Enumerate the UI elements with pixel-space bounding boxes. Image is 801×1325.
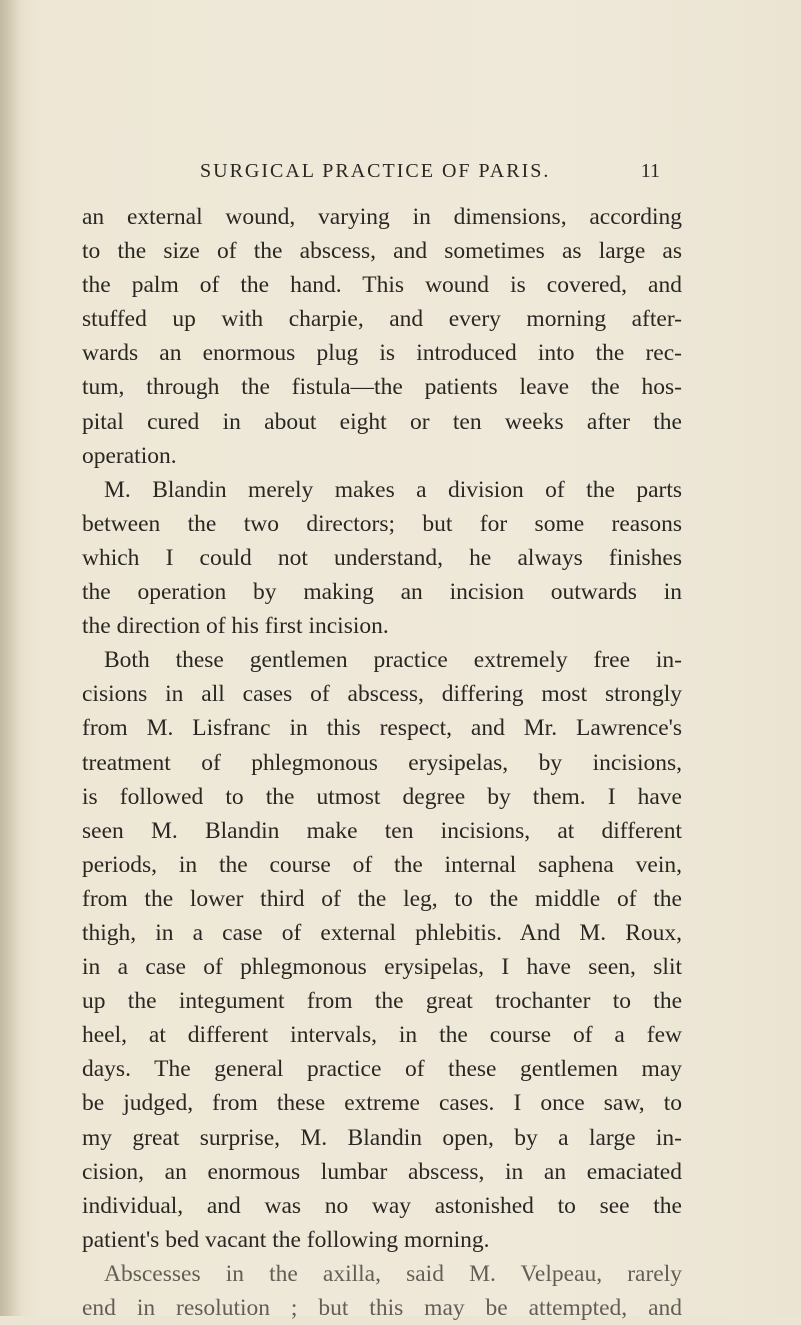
- page-number: 11: [640, 160, 660, 182]
- text-line: cisions in all cases of abscess, differing most strongly: [82, 681, 682, 708]
- text-line: Both these gentlemen practice extremely free in-: [104, 647, 682, 674]
- text-line: to the size of the abscess, and sometimes as large as: [82, 238, 682, 265]
- text-line: seen M. Blandin make ten incisions, at different: [82, 817, 682, 844]
- text-line: individual, and was no way astonished to see the: [82, 1192, 682, 1219]
- running-title: SURGICAL PRACTICE OF PARIS.: [200, 160, 551, 182]
- body-text: [82, 200, 682, 1325]
- text-line: be judged, from these extreme cases. I once saw, to: [82, 1090, 682, 1117]
- text-line: an external wound, varying in dimensions, according: [82, 204, 682, 230]
- text-line: end in resolution ; but this may be attempted, and: [82, 1295, 682, 1321]
- text-line: is followed to the utmost degree by them. I have: [82, 783, 682, 810]
- text-line: up the integument from the great trochanter to the: [82, 988, 682, 1015]
- text-line: the direction of his first incision.: [82, 613, 389, 640]
- text-line: operation.: [82, 442, 177, 469]
- text-line: tum, through the fistula—the patients leave the hos-: [82, 374, 682, 401]
- running-head: [200, 160, 660, 183]
- text-line: cision, an enormous lumbar abscess, in an emaciated: [82, 1158, 682, 1185]
- text-line: thigh, in a case of external phlebitis. And M. Roux,: [82, 919, 682, 946]
- text-line: between the two directors; but for some reasons: [82, 510, 682, 537]
- text-line: in a case of phlegmonous erysipelas, I have seen, slit: [82, 954, 682, 981]
- text-line: Abscesses in the axilla, said M. Velpeau, rarely: [104, 1260, 682, 1287]
- text-line: patient's bed vacant the following morning.: [82, 1226, 490, 1253]
- text-line: the palm of the hand. This wound is covered, and: [82, 272, 682, 299]
- text-line: stuffed up with charpie, and every morning after-: [82, 306, 682, 333]
- text-line: heel, at different intervals, in the course of a few: [82, 1022, 682, 1049]
- text-line: treatment of phlegmonous erysipelas, by incisions,: [82, 749, 682, 776]
- text-line: from the lower third of the leg, to the middle of the: [82, 885, 682, 912]
- text-line: periods, in the course of the internal saphena vein,: [82, 851, 682, 878]
- text-line: which I could not understand, he always finishes: [82, 544, 682, 571]
- text-line: my great surprise, M. Blandin open, by a large in-: [82, 1124, 682, 1151]
- text-line: M. Blandin merely makes a division of the parts: [104, 476, 682, 503]
- text-line: from M. Lisfranc in this respect, and Mr. Lawrence's: [82, 715, 682, 742]
- gutter-shadow: [0, 0, 22, 1316]
- text-line: wards an enormous plug is introduced into the rec-: [82, 340, 682, 367]
- text-line: days. The general practice of these gentlemen may: [82, 1056, 682, 1083]
- text-line: the operation by making an incision outwards in: [82, 579, 682, 606]
- text-line: pital cured in about eight or ten weeks after the: [82, 408, 682, 435]
